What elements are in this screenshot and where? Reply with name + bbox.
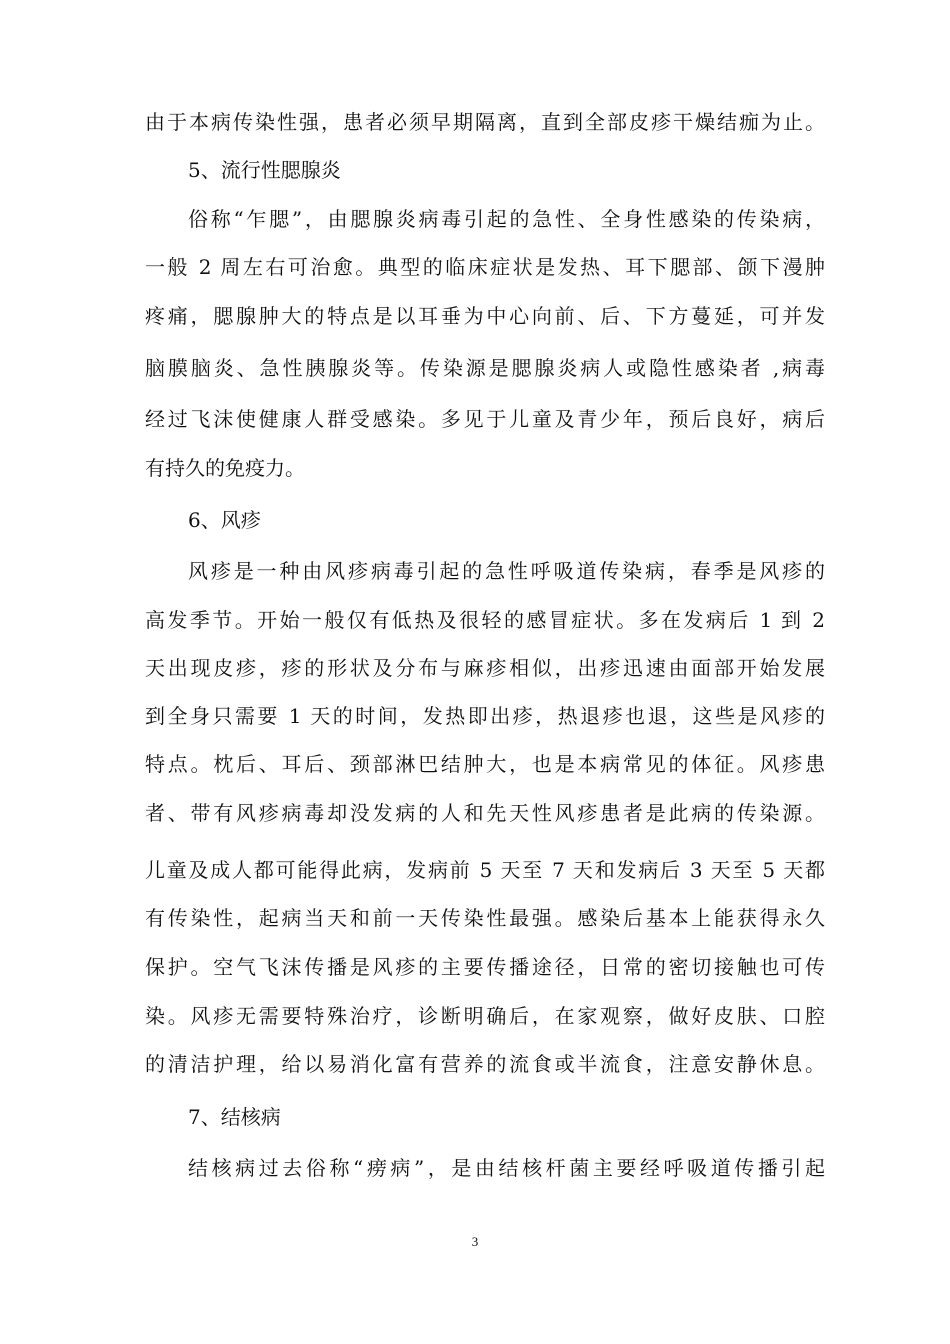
paragraph-line: 儿童及成人都可能得此病，发病前 5 天至 7 天和发病后 3 天至 5 天都 xyxy=(145,858,825,882)
section-heading-rubella: 6、风疹 xyxy=(188,508,261,532)
paragraph-line: 一般 2 周左右可治愈。典型的临床症状是发热、耳下腮部、颌下漫肿 xyxy=(145,255,825,279)
paragraph-line: 的清洁护理，给以易消化富有营养的流食或半流食，注意安静休息。 xyxy=(145,1052,825,1076)
paragraph-line: 俗称“乍腮”，由腮腺炎病毒引起的急性、全身性感染的传染病， xyxy=(188,207,825,231)
paragraph-line: 脑膜脑炎、急性胰腺炎等。传染源是腮腺炎病人或隐性感染者 ,病毒 xyxy=(145,356,825,380)
section-heading-mumps: 5、流行性腮腺炎 xyxy=(188,158,341,182)
paragraph-line: 到全身只需要 1 天的时间，发热即出疹，热退疹也退，这些是风疹的 xyxy=(145,704,825,728)
paragraph-line: 疼痛，腮腺肿大的特点是以耳垂为中心向前、后、下方蔓延，可并发 xyxy=(145,304,825,328)
paragraph-line: 保护。空气飞沫传播是风疹的主要传播途径，日常的密切接触也可传 xyxy=(145,955,825,979)
paragraph-line: 有持久的免疫力。 xyxy=(145,456,305,480)
section-heading-tuberculosis: 7、结核病 xyxy=(188,1105,281,1129)
paragraph-line: 风疹是一种由风疹病毒引起的急性呼吸道传染病，春季是风疹的 xyxy=(188,559,825,583)
paragraph-line: 有传染性，起病当天和前一天传染性最强。感染后基本上能获得永久 xyxy=(145,906,825,930)
paragraph-line: 结核病过去俗称“痨病”，是由结核杆菌主要经呼吸道传播引起 xyxy=(188,1156,825,1180)
page-number: 3 xyxy=(471,1234,479,1249)
paragraph-line: 染。风疹无需要特殊治疗，诊断明确后，在家观察，做好皮肤、口腔 xyxy=(145,1004,825,1028)
paragraph-line: 天出现皮疹，疹的形状及分布与麻疹相似，出疹迅速由面部开始发展 xyxy=(145,656,825,680)
paragraph-line: 高发季节。开始一般仅有低热及很轻的感冒症状。多在发病后 1 到 2 xyxy=(145,608,825,632)
paragraph-line: 特点。枕后、耳后、颈部淋巴结肿大，也是本病常见的体征。风疹患 xyxy=(145,752,825,776)
paragraph-line: 经过飞沫使健康人群受感染。多见于儿童及青少年，预后良好，病后 xyxy=(145,407,825,431)
paragraph-line: 者、带有风疹病毒却没发病的人和先天性风疹患者是此病的传染源。 xyxy=(145,801,825,825)
paragraph-line: 由于本病传染性强，患者必须早期隔离，直到全部皮疹干燥结痂为止。 xyxy=(145,110,825,134)
